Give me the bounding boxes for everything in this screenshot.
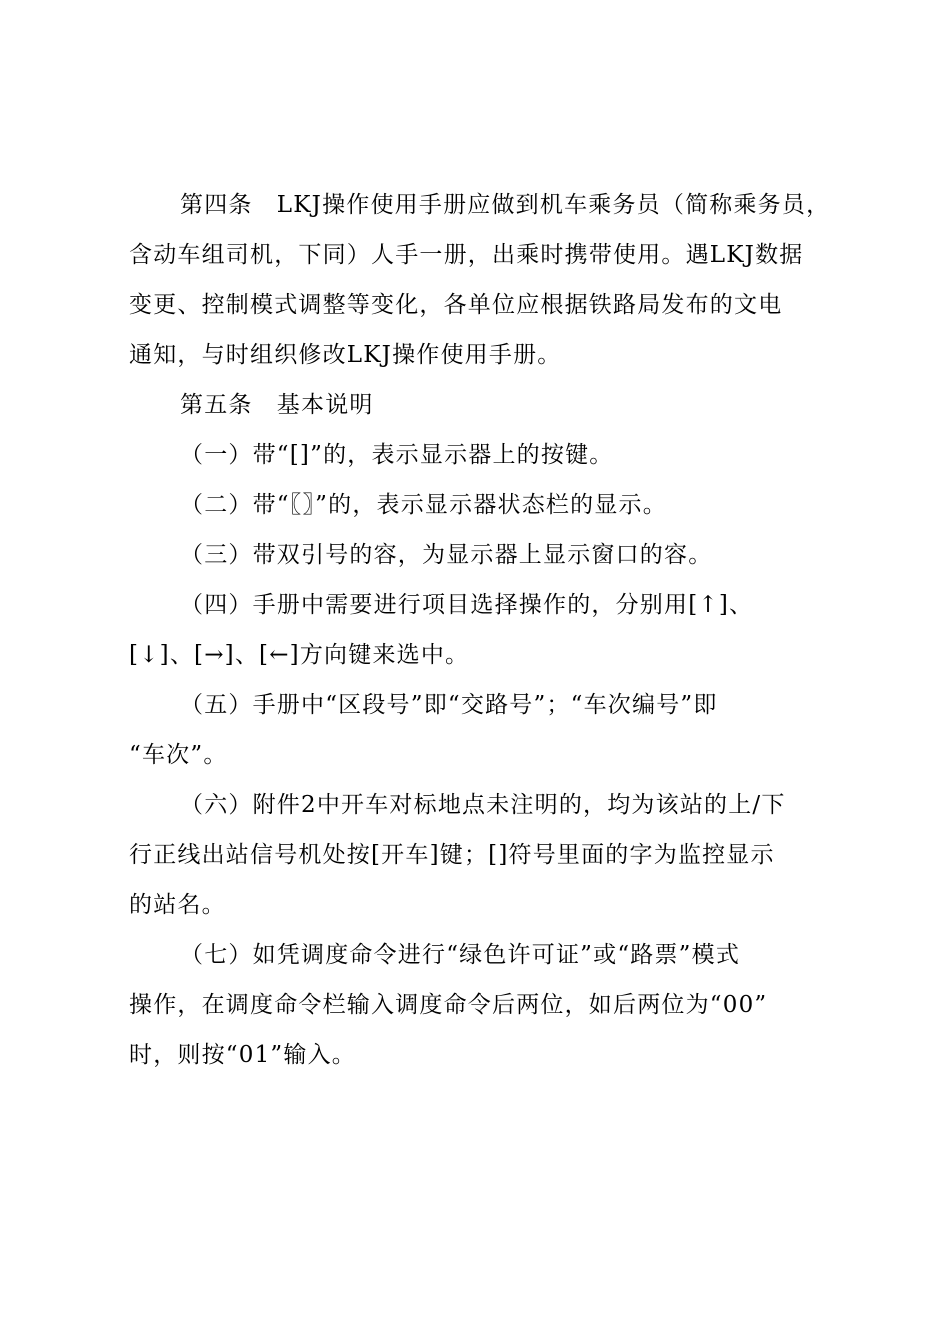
item-2-line-1: （二）带“〖〗”的，表示显示器状态栏的显示。 bbox=[180, 492, 667, 518]
item-4-line-1: （四）手册中需要进行项目选择操作的，分别用[↑]、 bbox=[180, 592, 754, 618]
item-6-line-2: 行正线出站信号机处按[开车]键；[]符号里面的字为监控显示 bbox=[129, 842, 775, 868]
item-3-line-1: （三）带双引号的容，为显示器上显示窗口的容。 bbox=[180, 542, 713, 568]
item-5-line-2: “车次”。 bbox=[129, 742, 228, 768]
article-5-heading: 第五条 基本说明 bbox=[180, 392, 374, 418]
item-6-line-3: 的站名。 bbox=[129, 892, 226, 918]
item-5-line-1: （五）手册中“区段号”即“交路号”；“车次编号”即 bbox=[180, 692, 718, 718]
item-7-line-2: 操作，在调度命令栏输入调度命令后两位，如后两位为“00” bbox=[129, 992, 768, 1018]
item-6-line-1: （六）附件2中开车对标地点未注明的，均为该站的上/下 bbox=[180, 792, 786, 818]
item-1-line-1: （一）带“[]”的，表示显示器上的按键。 bbox=[180, 442, 614, 468]
article-4-line-3: 变更、控制模式调整等变化，各单位应根据铁路局发布的文电 bbox=[129, 292, 783, 318]
article-4-line-4: 通知，与时组织修改LKJ操作使用手册。 bbox=[129, 342, 562, 368]
item-7-line-3: 时，则按“01”输入。 bbox=[129, 1042, 356, 1068]
article-4-line-1: 第四条 LKJ操作使用手册应做到机车乘务员（简称乘务员， bbox=[180, 192, 831, 218]
article-4-line-2: 含动车组司机，下同）人手一册，出乘时携带使用。遇LKJ数据 bbox=[129, 242, 804, 268]
item-4-line-2: [↓]、[→]、[←]方向键来选中。 bbox=[129, 642, 470, 668]
item-7-line-1: （七）如凭调度命令进行“绿色许可证”或“路票”模式 bbox=[180, 942, 741, 968]
